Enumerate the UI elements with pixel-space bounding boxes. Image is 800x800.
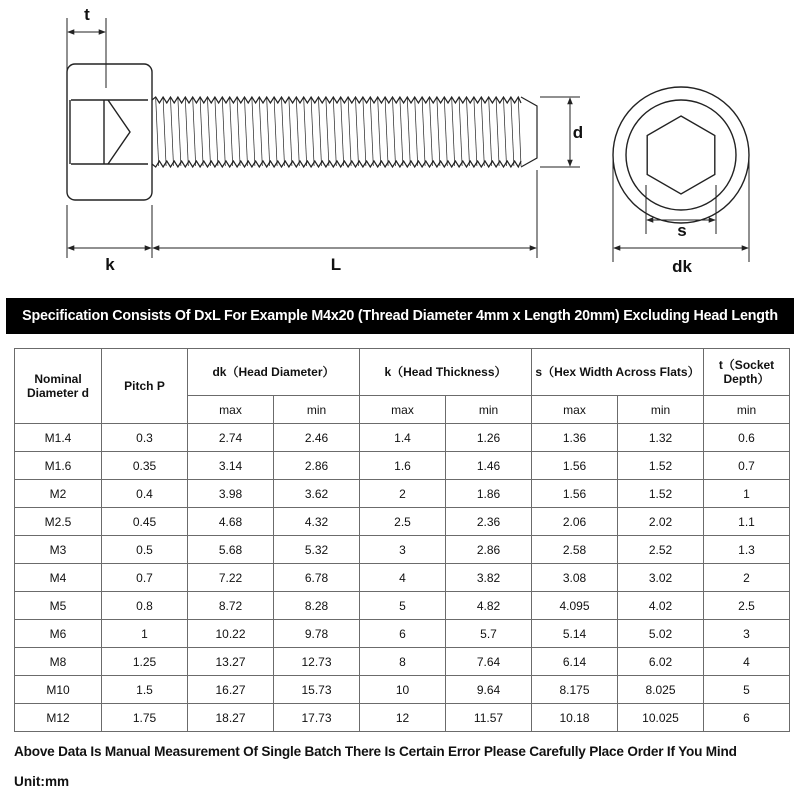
table-cell: 5	[704, 676, 790, 704]
table-cell: 2.74	[188, 424, 274, 452]
table-cell: 0.7	[704, 452, 790, 480]
table-cell: 2.36	[446, 508, 532, 536]
table-cell: 16.27	[188, 676, 274, 704]
screw-head-top	[613, 87, 749, 223]
table-cell: 6.14	[532, 648, 618, 676]
table-cell: M2	[15, 480, 102, 508]
table-cell: 2.58	[532, 536, 618, 564]
table-cell: 8.72	[188, 592, 274, 620]
table-cell: 4	[704, 648, 790, 676]
table-cell: 9.78	[274, 620, 360, 648]
spec-banner: Specification Consists Of DxL For Example M4x20 (Thread Diameter 4mm x Length 20mm) Excluding Head Length	[6, 298, 794, 334]
table-cell: 3.82	[446, 564, 532, 592]
table-cell: 10.025	[618, 704, 704, 732]
table-cell: 5.02	[618, 620, 704, 648]
table-cell: 1.86	[446, 480, 532, 508]
table-row	[15, 508, 790, 536]
table-cell: 3.62	[274, 480, 360, 508]
subheader-dk-min: min	[274, 396, 360, 424]
screw-thread-side	[152, 97, 537, 167]
header-t: t（Socket Depth）	[704, 349, 790, 396]
table-cell: 5.68	[188, 536, 274, 564]
spec-table-body	[15, 424, 790, 732]
table-cell: 0.8	[102, 592, 188, 620]
table-cell: 3.02	[618, 564, 704, 592]
table-cell: M1.6	[15, 452, 102, 480]
table-cell: 0.45	[102, 508, 188, 536]
table-cell: 0.35	[102, 452, 188, 480]
table-cell: 10	[360, 676, 446, 704]
table-cell: 0.3	[102, 424, 188, 452]
table-cell: 0.7	[102, 564, 188, 592]
table-cell: 15.73	[274, 676, 360, 704]
table-cell: 0.6	[704, 424, 790, 452]
table-cell: 2.5	[360, 508, 446, 536]
table-row	[15, 452, 790, 480]
table-cell: 4.68	[188, 508, 274, 536]
subheader-k-max: max	[360, 396, 446, 424]
table-cell: 1.36	[532, 424, 618, 452]
table-cell: 2.06	[532, 508, 618, 536]
header-dk: dk（Head Diameter）	[188, 349, 360, 396]
table-cell: 1.5	[102, 676, 188, 704]
table-cell: 17.73	[274, 704, 360, 732]
label-t: t	[84, 5, 90, 24]
label-s: s	[677, 221, 687, 240]
table-cell: 4.02	[618, 592, 704, 620]
table-cell: 2	[704, 564, 790, 592]
table-cell: 1.52	[618, 480, 704, 508]
table-cell: 10.18	[532, 704, 618, 732]
table-cell: 5.32	[274, 536, 360, 564]
table-cell: 0.4	[102, 480, 188, 508]
label-k: k	[105, 255, 115, 274]
table-cell: 3.14	[188, 452, 274, 480]
table-cell: M6	[15, 620, 102, 648]
table-cell: M3	[15, 536, 102, 564]
table-cell: 8	[360, 648, 446, 676]
header-nominal-diameter: Nominal Diameter d	[15, 349, 102, 424]
table-cell: M4	[15, 564, 102, 592]
table-cell: 12.73	[274, 648, 360, 676]
unit-label: Unit:mm	[14, 774, 70, 789]
subheader-s-max: max	[532, 396, 618, 424]
label-dk: dk	[672, 257, 692, 276]
label-d: d	[572, 123, 584, 142]
subheader-s-min: min	[618, 396, 704, 424]
table-row	[15, 424, 790, 452]
table-cell: M12	[15, 704, 102, 732]
table-cell: 1.4	[360, 424, 446, 452]
table-cell: 1.25	[102, 648, 188, 676]
table-cell: 12	[360, 704, 446, 732]
table-cell: 8.025	[618, 676, 704, 704]
table-cell: 4.32	[274, 508, 360, 536]
table-cell: 1.3	[704, 536, 790, 564]
table-cell: 1.56	[532, 452, 618, 480]
table-cell: 9.64	[446, 676, 532, 704]
header-k: k（Head Thickness）	[360, 349, 532, 396]
table-cell: 3	[360, 536, 446, 564]
table-cell: M5	[15, 592, 102, 620]
table-cell: 6	[360, 620, 446, 648]
table-cell: 2.52	[618, 536, 704, 564]
table-row	[15, 564, 790, 592]
table-cell: 2.5	[704, 592, 790, 620]
table-cell: 1	[704, 480, 790, 508]
table-cell: 1.75	[102, 704, 188, 732]
table-cell: 1.46	[446, 452, 532, 480]
table-cell: 18.27	[188, 704, 274, 732]
table-cell: 4.095	[532, 592, 618, 620]
table-cell: 1.52	[618, 452, 704, 480]
table-cell: M2.5	[15, 508, 102, 536]
table-cell: M10	[15, 676, 102, 704]
table-cell: 2	[360, 480, 446, 508]
table-row	[15, 592, 790, 620]
subheader-k-min: min	[446, 396, 532, 424]
table-cell: 4	[360, 564, 446, 592]
table-row	[15, 648, 790, 676]
table-cell: 3.08	[532, 564, 618, 592]
table-row	[15, 480, 790, 508]
table-cell: 6.02	[618, 648, 704, 676]
table-cell: 2.46	[274, 424, 360, 452]
table-row	[15, 620, 790, 648]
table-cell: M1.4	[15, 424, 102, 452]
table-cell: 3	[704, 620, 790, 648]
spec-table	[14, 348, 790, 732]
table-row	[15, 676, 790, 704]
table-cell: M8	[15, 648, 102, 676]
disclaimer-note: Above Data Is Manual Measurement Of Single Batch There Is Certain Error Please Carefully Place Order If You Mind	[14, 744, 737, 759]
table-row	[15, 704, 790, 732]
table-cell: 1.6	[360, 452, 446, 480]
table-cell: 8.28	[274, 592, 360, 620]
table-cell: 2.86	[446, 536, 532, 564]
table-cell: 1.26	[446, 424, 532, 452]
table-cell: 6.78	[274, 564, 360, 592]
table-cell: 7.64	[446, 648, 532, 676]
table-cell: 5	[360, 592, 446, 620]
table-cell: 6	[704, 704, 790, 732]
table-cell: 5.7	[446, 620, 532, 648]
subheader-t-min: min	[704, 396, 790, 424]
table-cell: 3.98	[188, 480, 274, 508]
screw-head-side	[67, 64, 152, 200]
table-cell: 4.82	[446, 592, 532, 620]
table-cell: 5.14	[532, 620, 618, 648]
table-cell: 0.5	[102, 536, 188, 564]
screw-dimension-diagram	[0, 0, 800, 290]
table-cell: 7.22	[188, 564, 274, 592]
table-cell: 11.57	[446, 704, 532, 732]
table-cell: 10.22	[188, 620, 274, 648]
header-pitch: Pitch P	[102, 349, 188, 424]
table-cell: 1.1	[704, 508, 790, 536]
subheader-dk-max: max	[188, 396, 274, 424]
table-cell: 1.56	[532, 480, 618, 508]
header-s: s（Hex Width Across Flats）	[532, 349, 704, 396]
table-cell: 1	[102, 620, 188, 648]
table-cell: 13.27	[188, 648, 274, 676]
table-row	[15, 536, 790, 564]
table-cell: 2.02	[618, 508, 704, 536]
table-cell: 8.175	[532, 676, 618, 704]
table-cell: 1.32	[618, 424, 704, 452]
label-L: L	[330, 255, 342, 274]
table-cell: 2.86	[274, 452, 360, 480]
